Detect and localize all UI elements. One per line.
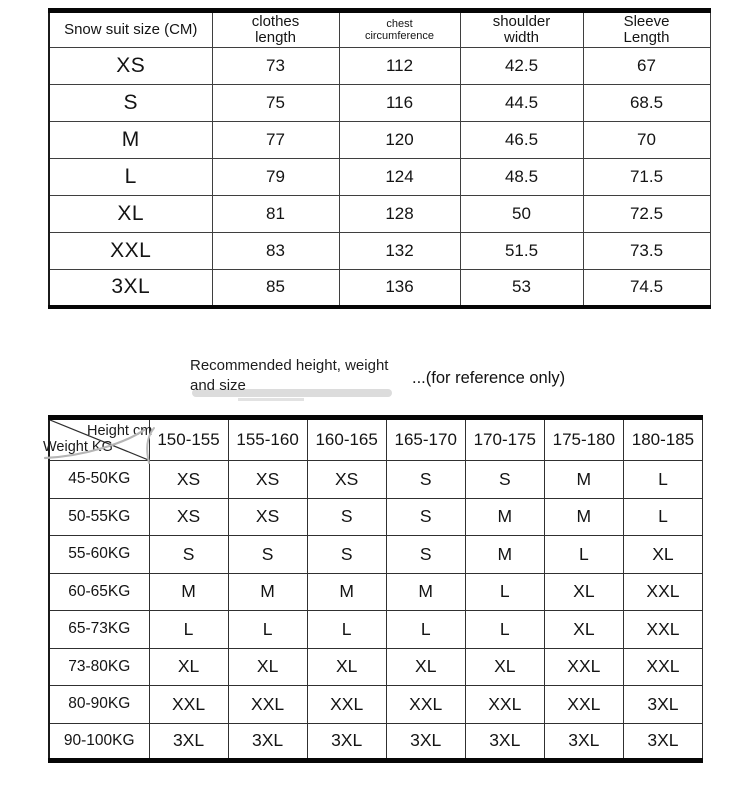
value-cell: 68.5 (583, 85, 710, 122)
fit-size-cell: XXL (623, 573, 702, 611)
fit-size-cell: XL (386, 648, 465, 686)
value-cell: 67 (583, 48, 710, 85)
weight-range-cell: 73-80KG (49, 648, 149, 686)
size-label-cell: S (49, 85, 212, 122)
table-row (49, 573, 703, 611)
fit-size-cell: M (307, 573, 386, 611)
value-cell: 72.5 (583, 196, 710, 233)
fit-size-cell: XXL (386, 686, 465, 724)
column-header-clothes-length (212, 11, 339, 48)
fit-size-cell: S (149, 536, 228, 574)
value-cell: 44.5 (460, 85, 583, 122)
fit-size-cell: L (623, 461, 702, 499)
fit-size-cell: S (228, 536, 307, 574)
header-text: length (255, 29, 296, 46)
fit-size-cell: S (386, 536, 465, 574)
fit-size-cell: XXL (623, 648, 702, 686)
fit-size-cell: XS (228, 498, 307, 536)
value-cell: 73.5 (583, 233, 710, 270)
height-range-header: 150-155 (149, 418, 228, 461)
fit-size-cell: XL (228, 648, 307, 686)
table-row (49, 498, 703, 536)
size-label-cell: L (49, 159, 212, 196)
table-row (49, 196, 710, 233)
value-cell: 81 (212, 196, 339, 233)
value-cell: 85 (212, 270, 339, 307)
fit-size-cell: 3XL (465, 723, 544, 761)
fit-size-cell: S (465, 461, 544, 499)
value-cell: 48.5 (460, 159, 583, 196)
height-range-header: 175-180 (544, 418, 623, 461)
recommendation-note (190, 356, 388, 395)
note-line: Recommended height, weight (190, 357, 389, 374)
table-row (49, 611, 703, 649)
fit-size-cell: XS (228, 461, 307, 499)
fit-size-cell: 3XL (544, 723, 623, 761)
fit-size-cell: XXL (307, 686, 386, 724)
value-cell: 46.5 (460, 122, 583, 159)
value-cell: 51.5 (460, 233, 583, 270)
column-header-sleeve-length (583, 11, 710, 48)
fit-size-cell: 3XL (386, 723, 465, 761)
header-text: Length (623, 29, 670, 46)
fit-size-cell: L (386, 611, 465, 649)
fit-size-cell: S (307, 498, 386, 536)
fit-size-cell: XS (149, 498, 228, 536)
weight-range-cell: 50-55KG (49, 498, 149, 536)
header-text: Sleeve (623, 13, 670, 30)
header-text: Snow suit size (CM) (64, 21, 198, 38)
fit-size-cell: XXL (544, 648, 623, 686)
value-cell: 120 (339, 122, 460, 159)
fit-chart-header-row (49, 418, 703, 461)
fit-size-cell: S (386, 498, 465, 536)
weight-range-cell: 65-73KG (49, 611, 149, 649)
fit-size-cell: 3XL (307, 723, 386, 761)
value-cell: 42.5 (460, 48, 583, 85)
fit-chart-table (43, 415, 703, 763)
table-row (49, 159, 710, 196)
value-cell: 124 (339, 159, 460, 196)
size-label-cell: XXL (49, 233, 212, 270)
header-text: shoulder (492, 13, 551, 30)
table-row (49, 723, 703, 761)
fit-size-cell: M (149, 573, 228, 611)
table-row (49, 461, 703, 499)
fit-size-cell: L (228, 611, 307, 649)
value-cell: 75 (212, 85, 339, 122)
fit-size-cell: M (465, 536, 544, 574)
size-label-cell: M (49, 122, 212, 159)
fit-size-cell: S (307, 536, 386, 574)
fit-size-cell: XXL (623, 611, 702, 649)
size-chart-table (48, 8, 711, 309)
weight-range-cell: 90-100KG (49, 723, 149, 761)
height-range-header: 170-175 (465, 418, 544, 461)
column-header-size (49, 11, 212, 48)
height-range-header: 165-170 (386, 418, 465, 461)
fit-size-cell: XL (623, 536, 702, 574)
value-cell: 128 (339, 196, 460, 233)
fit-size-cell: XL (307, 648, 386, 686)
table-row (49, 686, 703, 724)
fit-size-cell: S (386, 461, 465, 499)
header-text: circumference (364, 30, 435, 42)
weight-range-cell: 80-90KG (49, 686, 149, 724)
size-chart-header-row (49, 11, 710, 48)
value-cell: 50 (460, 196, 583, 233)
fit-size-cell: L (307, 611, 386, 649)
fit-size-cell: L (623, 498, 702, 536)
fit-size-cell: XXL (544, 686, 623, 724)
header-text: width (503, 29, 540, 46)
weight-range-cell: 45-50KG (49, 461, 149, 499)
height-range-header: 180-185 (623, 418, 702, 461)
table-row (49, 233, 710, 270)
size-label-cell: XL (49, 196, 212, 233)
fit-size-cell: 3XL (623, 723, 702, 761)
height-range-header: 155-160 (228, 418, 307, 461)
fit-size-cell: L (149, 611, 228, 649)
fit-size-cell: L (465, 611, 544, 649)
highlight-mark (238, 398, 304, 401)
fit-size-cell: M (228, 573, 307, 611)
value-cell: 73 (212, 48, 339, 85)
fit-size-cell: M (386, 573, 465, 611)
fit-size-cell: XS (307, 461, 386, 499)
value-cell: 74.5 (583, 270, 710, 307)
corner-header-cell (43, 418, 153, 461)
value-cell: 70 (583, 122, 710, 159)
height-axis-label: Height cm (87, 423, 153, 439)
value-cell: 112 (339, 48, 460, 85)
fit-size-cell: 3XL (623, 686, 702, 724)
value-cell: 79 (212, 159, 339, 196)
weight-range-cell: 55-60KG (49, 536, 149, 574)
fit-size-cell: XL (149, 648, 228, 686)
table-row (49, 122, 710, 159)
value-cell: 116 (339, 85, 460, 122)
fit-size-cell: 3XL (149, 723, 228, 761)
header-text: chest (386, 17, 413, 30)
weight-range-cell: 60-65KG (49, 573, 149, 611)
size-label-cell: 3XL (49, 270, 212, 307)
fit-size-cell: 3XL (228, 723, 307, 761)
weight-axis-label: Weight KG (43, 439, 113, 455)
fit-size-cell: XL (544, 573, 623, 611)
column-header-chest-circumference (339, 11, 460, 48)
fit-size-cell: M (465, 498, 544, 536)
fit-size-cell: XXL (149, 686, 228, 724)
fit-size-cell: XL (465, 648, 544, 686)
header-text: clothes (251, 13, 300, 30)
table-row (49, 536, 703, 574)
value-cell: 71.5 (583, 159, 710, 196)
fit-size-cell: XS (149, 461, 228, 499)
table-row (49, 270, 710, 307)
column-header-shoulder-width (460, 11, 583, 48)
fit-size-cell: XL (544, 611, 623, 649)
value-cell: 53 (460, 270, 583, 307)
size-label-cell: XS (49, 48, 212, 85)
fit-size-cell: XXL (465, 686, 544, 724)
reference-only-note: ...(for reference only) (412, 369, 566, 387)
table-row (49, 85, 710, 122)
value-cell: 83 (212, 233, 339, 270)
table-row (49, 648, 703, 686)
height-range-header: 160-165 (307, 418, 386, 461)
fit-size-cell: L (544, 536, 623, 574)
value-cell: 132 (339, 233, 460, 270)
note-line: and size (190, 376, 246, 394)
fit-size-cell: L (465, 573, 544, 611)
value-cell: 136 (339, 270, 460, 307)
fit-size-cell: XXL (228, 686, 307, 724)
fit-size-cell: M (544, 461, 623, 499)
table-row (49, 48, 710, 85)
fit-size-cell: M (544, 498, 623, 536)
value-cell: 77 (212, 122, 339, 159)
